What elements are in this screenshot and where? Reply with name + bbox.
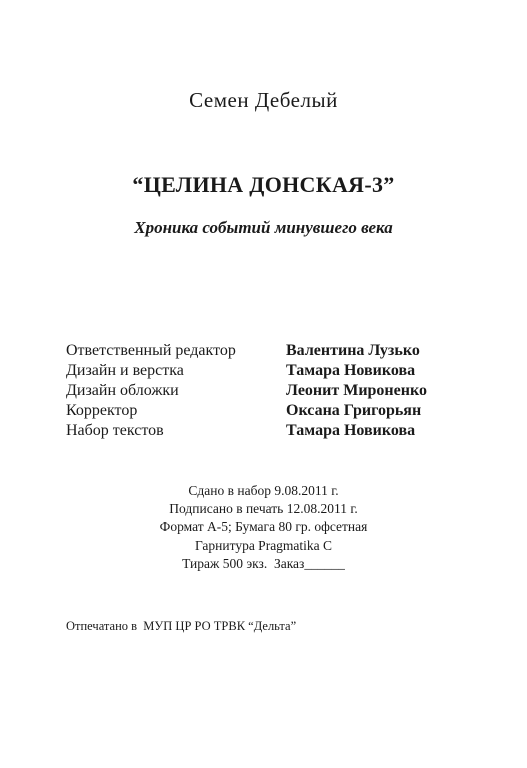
credit-row xyxy=(66,381,427,401)
typesetting-date: Сдано в набор 9.08.2011 г. xyxy=(188,483,339,498)
print-run-order: Тираж 500 экз. Заказ______ xyxy=(182,555,345,571)
credit-role: Корректор xyxy=(66,402,138,419)
credit-role: Набор текстов xyxy=(66,422,164,439)
book-title: “ЦЕЛИНА ДОНСКАЯ-3” xyxy=(132,172,395,197)
credit-name: Оксана Григорьян xyxy=(286,402,422,419)
printer-info: Отпечатано в МУП ЦР РО ТРВК “Дельта” xyxy=(66,619,297,633)
print-approval-date: Подписано в печать 12.08.2011 г. xyxy=(169,501,358,517)
credit-row xyxy=(66,341,427,361)
credit-row xyxy=(66,421,427,441)
credit-name: Валентина Лузько xyxy=(286,342,420,359)
credit-role: Дизайн обложки xyxy=(66,382,179,399)
imprint-details xyxy=(0,482,527,573)
credit-row xyxy=(66,361,427,381)
credit-row xyxy=(66,401,427,421)
credit-role: Дизайн и верстка xyxy=(66,362,184,379)
credit-name: Леонит Мироненко xyxy=(286,382,427,399)
credits-list xyxy=(66,341,427,441)
credit-name: Тамара Новикова xyxy=(286,422,416,439)
credit-name: Тамара Новикова xyxy=(286,362,416,379)
typeface: Гарнитура Pragmatika C xyxy=(194,537,333,553)
author-name: Семен Дебелый xyxy=(189,88,338,112)
format-paper: Формат А-5; Бумага 80 гр. офсетная xyxy=(159,519,368,535)
book-subtitle: Хроника событий минувшего века xyxy=(134,218,393,237)
credit-role: Ответственный редактор xyxy=(66,342,236,359)
